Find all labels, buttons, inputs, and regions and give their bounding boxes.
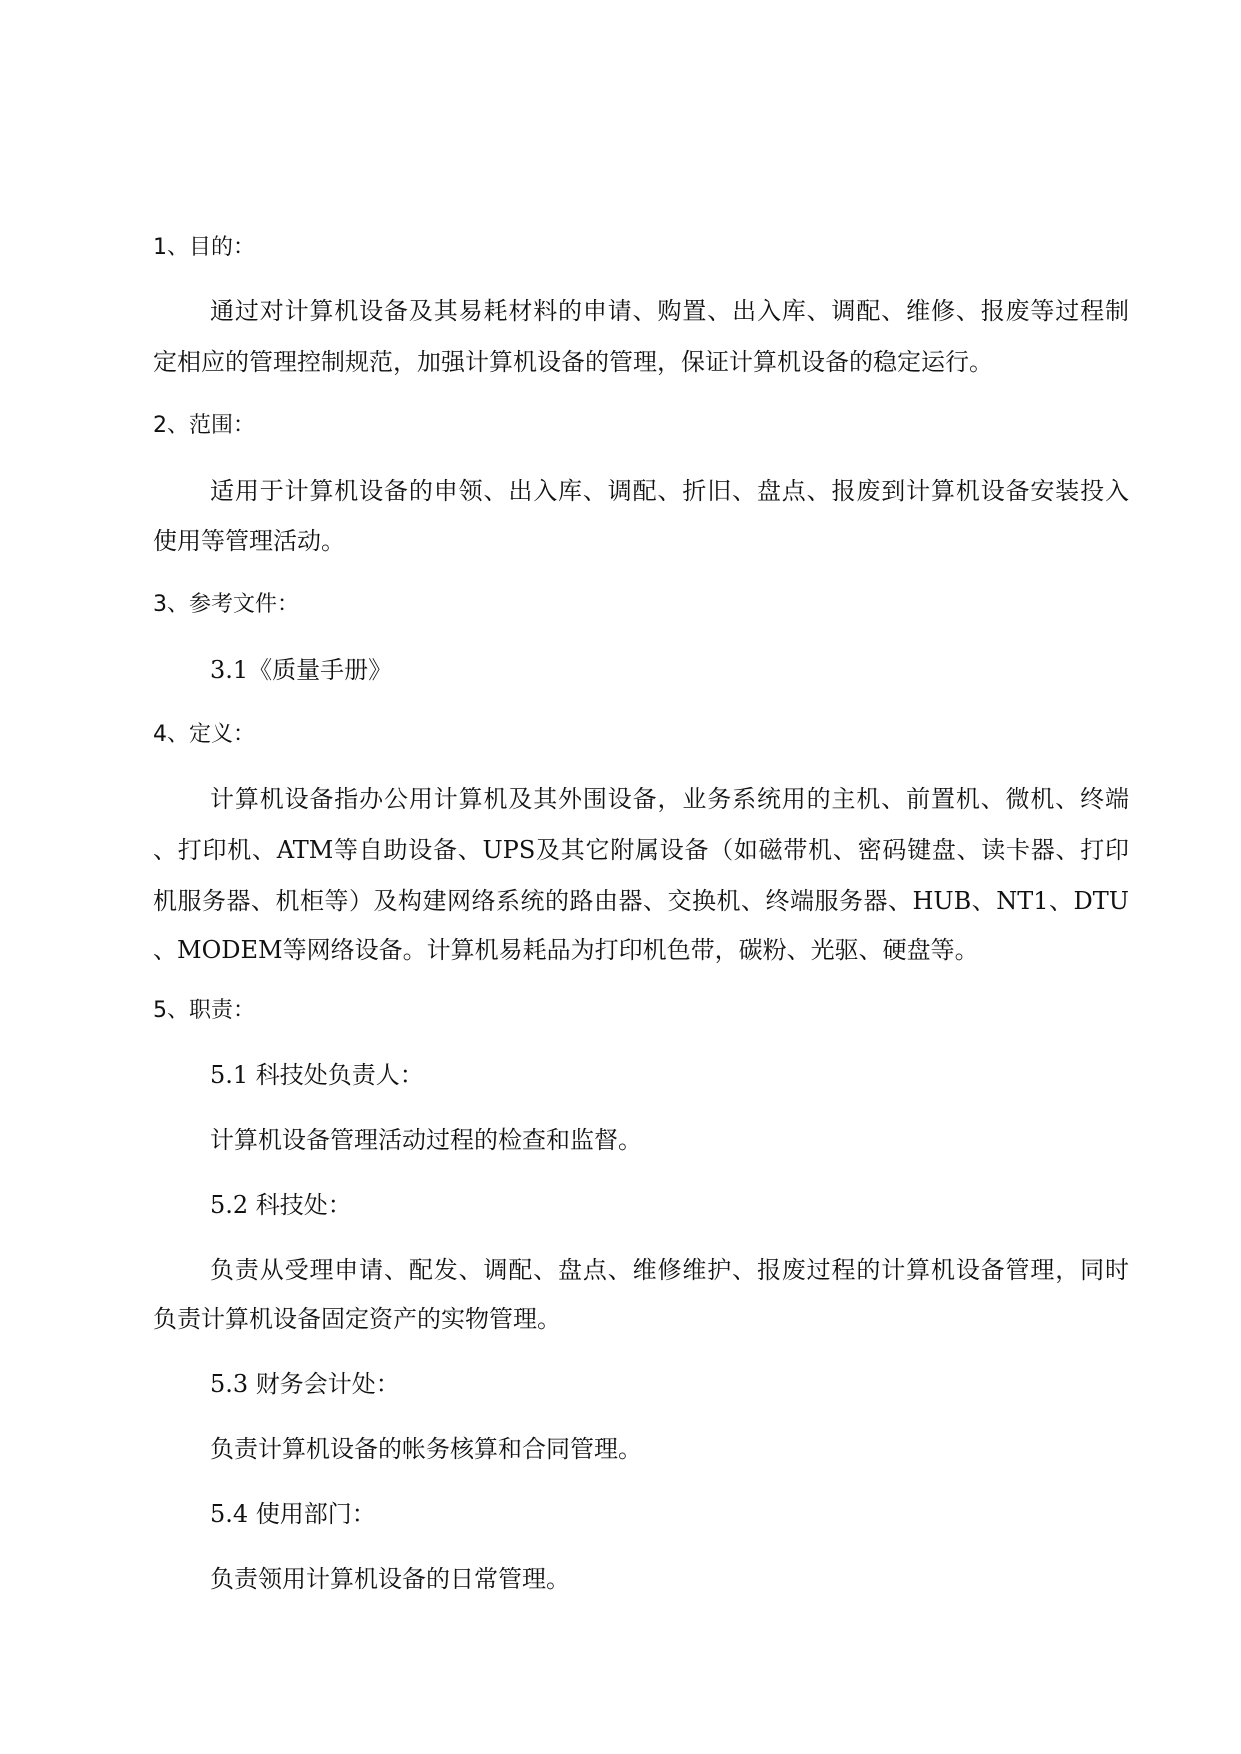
paragraph-line: 计算机设备指办公用计算机及其外围设备，业务系统用的主机、前置机、微机、终端 (210, 785, 1129, 813)
paragraph-line: 使用等管理活动。 (153, 527, 345, 555)
paragraph-line: 负责领用计算机设备的日常管理。 (210, 1565, 570, 1593)
paragraph-line: 适用于计算机设备的申领、出入库、调配、折旧、盘点、报废到计算机设备安装投入 (210, 477, 1129, 505)
paragraph-line: 负责计算机设备的帐务核算和合同管理。 (210, 1435, 642, 1463)
section-heading-scope: 2、范围： (153, 413, 255, 438)
paragraph-line: 负责从受理申请、配发、调配、盘点、维修维护、报废过程的计算机设备管理，同时 (210, 1256, 1129, 1284)
paragraph-line: 计算机设备管理活动过程的检查和监督。 (210, 1126, 642, 1154)
subsection-title: 5.2 科技处： (210, 1191, 352, 1219)
paragraph-line: 定相应的管理控制规范，加强计算机设备的管理，保证计算机设备的稳定运行。 (153, 348, 993, 376)
subsection-title: 5.3 财务会计处： (210, 1370, 400, 1398)
paragraph-line: 通过对计算机设备及其易耗材料的申请、购置、出入库、调配、维修、报废等过程制 (210, 297, 1129, 325)
section-heading-purpose: 1、目的： (153, 235, 255, 260)
paragraph-line: 、打印机、ATM等自助设备、UPS及其它附属设备（如磁带机、密码键盘、读卡器、打印 (153, 836, 1129, 864)
section-heading-responsibilities: 5、职责： (153, 998, 255, 1023)
section-heading-definitions: 4、定义： (153, 722, 255, 747)
paragraph-line: 、MODEM等网络设备。计算机易耗品为打印机色带，碳粉、光驱、硬盘等。 (153, 936, 979, 964)
subsection-title: 5.4 使用部门： (210, 1500, 376, 1528)
paragraph-line: 负责计算机设备固定资产的实物管理。 (153, 1305, 561, 1333)
paragraph-line: 机服务器、机柜等）及构建网络系统的路由器、交换机、终端服务器、HUB、NT1、DTU (153, 887, 1129, 915)
section-heading-references: 3、参考文件： (153, 592, 299, 617)
subsection-title: 5.1 科技处负责人： (210, 1061, 424, 1089)
reference-item: 3.1《质量手册》 (210, 656, 393, 684)
